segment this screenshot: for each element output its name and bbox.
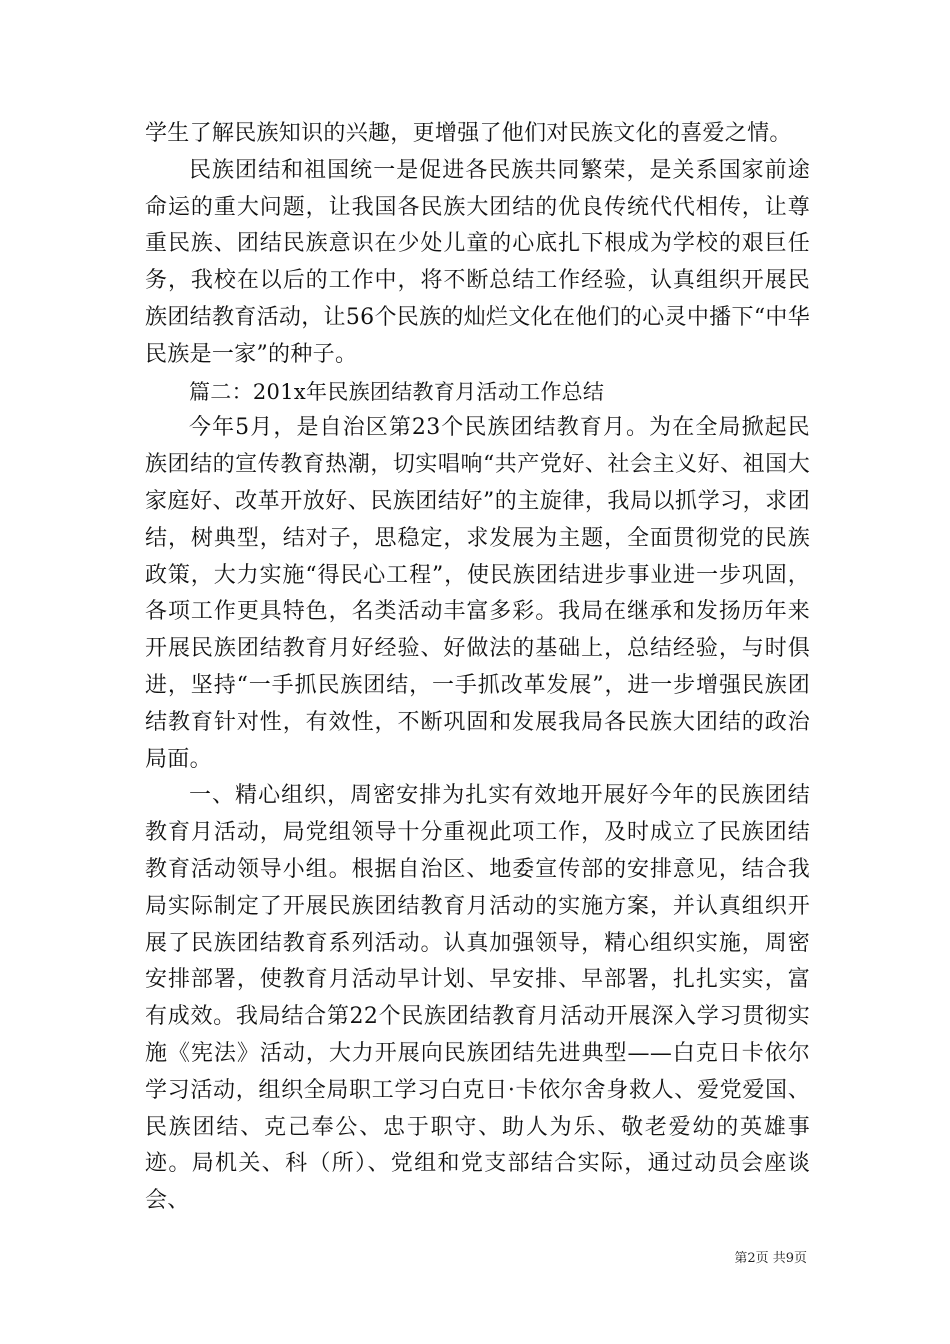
paragraph-national-unity: 民族团结和祖国统一是促进各民族共同繁荣，是关系国家前途命运的重大问题，让我国各民族大团结的优良传统代代相传，让尊重民族、团结民族意识在少处儿童的心底扎下根成为学校的艰巨任务，我校在以后的工作中，将不断总结工作经验，认真组织开展民族团结教育活动，让56个民族的灿烂文化在他们的心灵中播下“中华民族是一家”的种子。 bbox=[145, 157, 810, 367]
document-body bbox=[145, 116, 810, 1220]
section-heading: 篇二：201x年民族团结教育月活动工作总结 bbox=[189, 379, 605, 404]
paragraph-organization: 一、精心组织，周密安排为扎实有效地开展好今年的民族团结教育月活动，局党组领导十分重视此项工作，及时成立了民族团结教育活动领导小组。根据自治区、地委宣传部的安排意见，结合我局实际制定了开展民族团结教育月活动的实施方案，并认真组织开展了民族团结教育系列活动。认真加强领导，精心组织实施，周密安排部署，使教育月活动早计划、早安排、早部署，扎扎实实，富有成效。我局结合第22个民族团结教育月活动开展深入学习贯彻实施《宪法》活动，大力开展向民族团结先进典型——白克日卡依尔学习活动，组织全局职工学习白克日·卡依尔舍身救人、爱党爱国、民族团结、克己奉公、忠于职守、助人为乐、敬老爱幼的英雄事迹。局机关、科（所）、党组和党支部结合实际，通过动员会座谈会、 bbox=[145, 783, 810, 1214]
paragraph-education-month: 今年5月，是自治区第23个民族团结教育月。为在全局掀起民族团结的宣传教育热潮，切实唱响“共产党好、社会主义好、祖国大家庭好、改革开放好、民族团结好”的主旋律，我局以抓学习，求团结，树典型，结对子，思稳定，求发展为主题，全面贯彻党的民族政策，大力实施“得民心工程”，使民族团结进步事业进一步巩固，各项工作更具特色，名类活动丰富多彩。我局在继承和发扬历年来开展民族团结教育月好经验、好做法的基础上，总结经验，与时俱进，坚持“一手抓民族团结，一手抓改革发展”，进一步增强民族团结教育针对性，有效性，不断巩固和发展我局各民族大团结的政治局面。 bbox=[145, 415, 810, 772]
page-number-footer: 第2页 共9页 bbox=[734, 1251, 807, 1266]
paragraph-continuation: 学生了解民族知识的兴趣，更增强了他们对民族文化的喜爱之情。 bbox=[145, 121, 792, 146]
